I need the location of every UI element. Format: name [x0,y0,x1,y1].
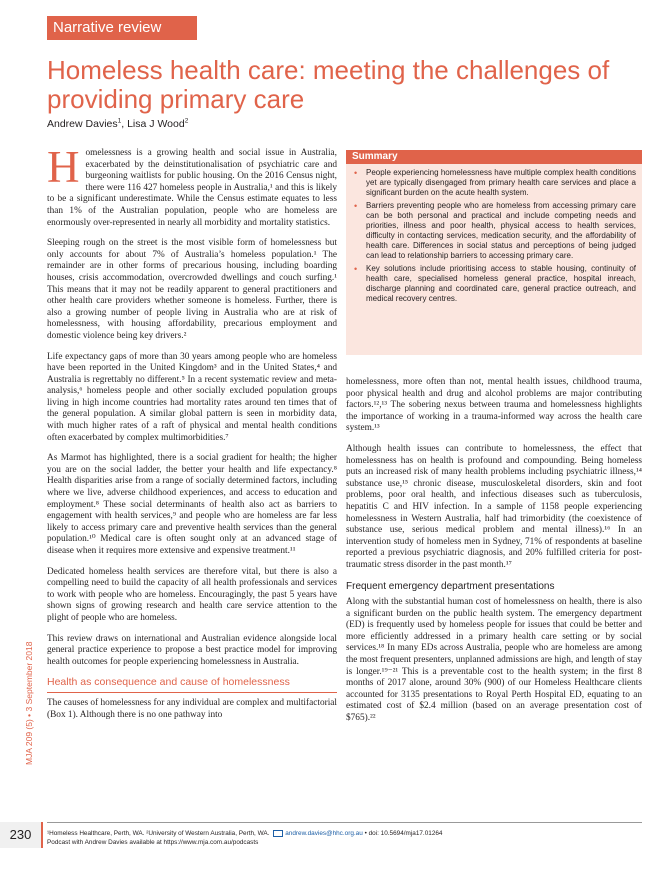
body-paragraph: Dedicated homeless health services are therefore vital, but there is also a compelling need to build the capacity of all health professionals and services to work with people who are homeless. Encouragingly, the past 5 years have shown signs of growing research and health care service attention to the plight of people who are homeless. [47,566,337,623]
article-title: Homeless health care: meeting the challenges of providing primary care [47,55,610,114]
author-affiliation: 2 [184,117,189,125]
footnote [47,829,647,847]
author-name: Andrew Davies [47,118,118,130]
email-link[interactable]: andrew.davies@hhc.org.au [285,830,363,837]
body-paragraph: Along with the substantial human cost of homelessness on health, there is also a significant burden on the public health system. The emergency department (ED) is frequently used by homeless people for issues that could be better and more efficiently addressed in a primary health care setting or by social services.¹⁸ In many EDs across Australia, people who are homeless are among the most frequent presenters, unplanned admissions are high, and length of stay is longer.¹⁹⁻²¹ This is a preventable cost to the health system; in the first 8 months of 2017 alone, around 30% (900) of our Homeless Healthcare clients accounted for 3135 presentations to Royal Perth Hospital ED, equating to an estimated cost of $2.4 million (based on an average presentation cost of $765).²² [346,597,642,724]
section-label: Narrative review [47,16,197,40]
summary-list [354,168,636,304]
body-paragraph: Although health issues can contribute to homelessness, the effect that homelessness has on health is profound and compounding. Being homeless puts an increased risk of many health problems including psychiatric illness,¹⁴ substance use,¹⁵ chronic disease, musculoskeletal disorders, skin and foot problems, poor oral health, and infectious diseases such as tuberculosis, hepatitis C and HIV infection. In a sample of 1158 people experiencing homelessness in Western Australia, half had trimorbidity (the coexistence of substance use, serious medical problem and mental illness).¹⁶ In an intervention study of homeless men in Sydney, 71% of respondents at baseline reported a previous psychiatric diagnosis, and 20% fulfilled criteria for post-traumatic stress disorder in the past month.¹⁷ [346,443,642,570]
bullet-icon: • [354,201,358,211]
bullet-icon: • [354,264,358,274]
body-paragraph: Life expectancy gaps of more than 30 years among people who are homeless have been reported in the United Kingdom³ and in the United States,⁴ and Australia is regrettably no different.⁵ In a recent systematic review and meta-analysis,⁶ homeless people and other socially excluded population groups living in high income countries had mortality rates around ten times that of the general population. A similar global pattern is seen in morbidity data, with much higher rates of a raft of physical and mental health conditions often exacerbated by complex multimorbidities.⁷ [47,351,337,443]
paragraph-text: omelessness is a growing health and social issue in Australia, exacerbated by the deinstitutionalisation of psychiatric care and burgeoning waitlists for public housing. On the 2016 Census night, there were 116 427 homeless people in Australia,¹ and this is likely to be a significant underestimate. While the Census estimate equates to less than 1% of the Australian population, people who are homeless are enormously over-represented in nearly all morbidity and mortality statistics. [47,148,337,228]
summary-bullet [354,201,636,261]
body-paragraph: homelessness, more often than not, mental health issues, childhood trauma, poor physical health and drug and alcohol problems are major contributing factors.¹²,¹³ The sobering nexus between trauma and homelessness highlights the importance of working in a trauma-informed way across the health care system.¹³ [346,377,642,434]
affiliation-line [47,829,647,838]
podcast-line: Podcast with Andrew Davies available at https://www.mja.com.au/podcasts [47,839,259,846]
author-list: Andrew Davies$^1$, Lisa J Wood$^2$ [47,117,189,130]
body-paragraph: The causes of homelessness for any individual are complex and multifactorial (Box 1). Although there is no one pathway into [47,697,337,720]
journal-issue-label: MJA 209 (5) • 3 September 2018 [24,641,34,765]
summary-title: Summary [346,150,642,164]
page-number: 230 [0,822,43,848]
author-affiliation: 1 [117,117,122,125]
body-paragraph: Sleeping rough on the street is the most visible form of homelessness but only accounts for about 7% of Australia’s homeless population.¹ The remainder are in other forms of precarious housing, including boarding houses, crisis accommodation, overcrowded dwellings and couch surfing.¹ This means that it may not be readily apparent to general practitioners and other health care providers whether someone is homeless. Further, there is also a growing number of people living in Australia who are at risk of homelessness, with housing affordability, precarious employment and domestic violence being key drivers.² [47,238,337,341]
affiliations-text: ¹Homeless Healthcare, Perth, WA. ²University of Western Australia, Perth, WA. [47,830,270,837]
right-column [346,377,642,734]
doi-text[interactable]: • doi: 10.5694/mja17.01264 [364,830,443,837]
subheading: Frequent emergency department presentations [346,580,555,592]
summary-bullet-text: Barriers preventing people who are homeless from accessing primary care can be both personal and practical and include competing needs and priorities, illness and poor health, physical access to health services, difficulty in contacting services, medication security, and the affordability of health care. Differences in social status and perceptions of being judged can lead to relationship barriers to accessing primary care. [366,201,636,260]
summary-box [346,150,642,355]
email-icon [273,830,283,837]
drop-cap: H [47,142,80,192]
summary-bullet [354,168,636,198]
summary-bullet [354,264,636,304]
intro-paragraph [47,142,337,229]
bullet-icon: • [354,168,358,178]
section-heading: Health as consequence and cause of homelessness [47,677,337,693]
summary-bullet-text: People experiencing homelessness have multiple complex health conditions yet are typically disengaged from primary health care services and place a significant burden on the acute health system. [366,168,636,197]
author-name: Lisa J Wood [127,118,185,130]
body-paragraph: This review draws on international and Australian evidence alongside local general practice experience to propose a best practice model for improving health outcomes for people experiencing homelessness in Australia. [47,633,337,667]
footer-divider [47,822,642,823]
body-paragraph: As Marmot has highlighted, there is a social gradient for health; the higher you are on the social ladder, the better your health and life expectancy.⁸ Health disparities arise from a range of socially determined factors, including where we live, adverse childhood experiences, and access to education and employment.⁸ These social determinants of health also act as barriers to engagement with health services,⁹ and people who are homeless are far less likely to access primary care and preventive health services than the general population.¹⁰ Medical care is often sought only at an advanced stage of disease when it requires more extensive and expensive treatment.¹¹ [47,453,337,556]
left-column [47,142,337,730]
summary-bullet-text: Key solutions include prioritising access to stable housing, continuity of health care, specialised homeless general practice, hospital inreach, discharge planning and coordinated care, general practice outreach, and medical recovery centres. [366,264,636,303]
